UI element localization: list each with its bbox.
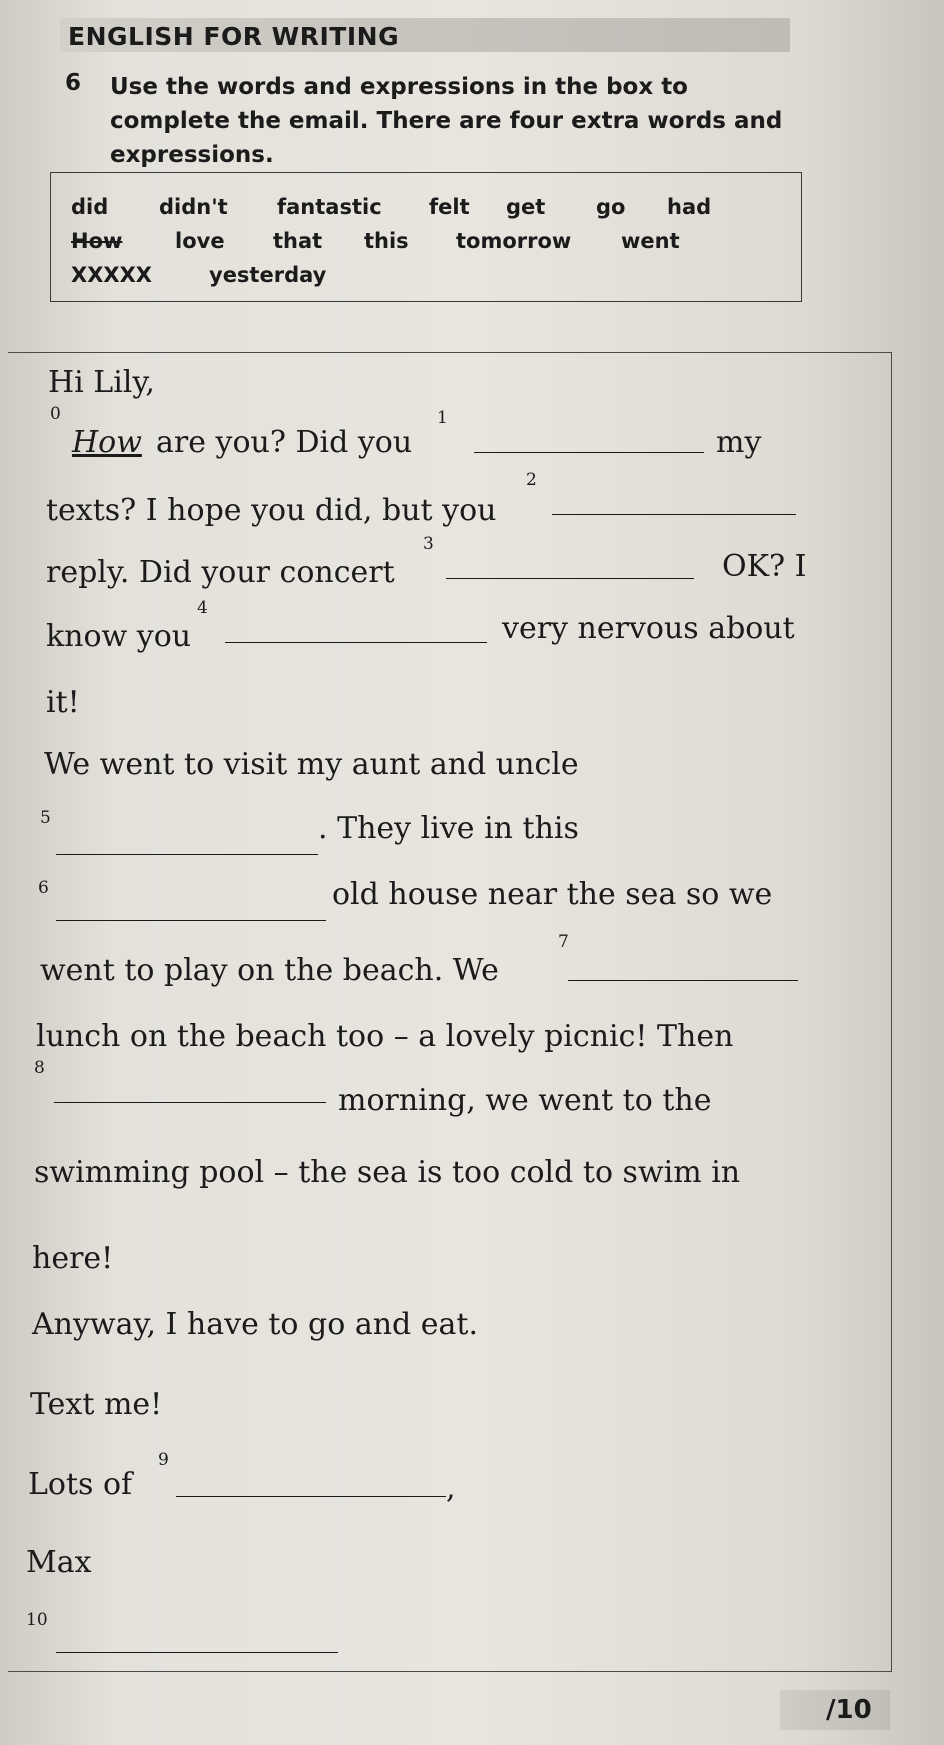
answer-blank-2[interactable] — [552, 514, 796, 515]
score-label: /10 — [826, 1695, 872, 1725]
email-text: morning, we went to the — [338, 1083, 712, 1118]
email-text: texts? I hope you did, but you — [46, 493, 497, 528]
word-option: love — [175, 229, 225, 253]
word-option: yesterday — [209, 263, 327, 287]
word-option: that — [273, 229, 323, 253]
email-text: reply. Did your concert — [46, 555, 395, 590]
word-option: XXXXX — [71, 263, 152, 287]
gap-number: 3 — [423, 534, 434, 554]
email-text: lunch on the beach too – a lovely picnic! Then — [36, 1019, 734, 1054]
exercise-instruction: Use the words and expressions in the box to complete the email. There are four extra words and expressions. — [110, 74, 783, 168]
email-text: . They live in this — [318, 811, 579, 846]
word-option: had — [667, 195, 712, 219]
answer-blank-5[interactable] — [56, 854, 318, 855]
exercise-number: 6 — [65, 70, 82, 96]
example-answer: How — [72, 425, 142, 460]
word-option: didn't — [159, 195, 228, 219]
email-text: very nervous about — [502, 611, 795, 646]
gap-number: 6 — [38, 878, 49, 898]
answer-blank-8[interactable] — [54, 1102, 326, 1103]
answer-blank-10[interactable] — [56, 1652, 338, 1653]
gap-number: 8 — [34, 1058, 45, 1078]
word-option: go — [596, 195, 626, 219]
email-text: are you? Did you — [156, 425, 413, 460]
gap-number: 1 — [437, 408, 448, 428]
email-greeting: Hi Lily, — [48, 365, 155, 400]
word-option: felt — [429, 195, 470, 219]
email-text: here! — [32, 1241, 114, 1276]
answer-blank-1[interactable] — [474, 452, 704, 453]
gap-number: 7 — [558, 932, 569, 952]
email-signature: Max — [26, 1545, 92, 1580]
gap-number: 10 — [26, 1610, 48, 1630]
email-text: We went to visit my aunt and uncle — [44, 747, 579, 782]
email-text: know you — [46, 619, 192, 654]
gap-number: 4 — [197, 598, 208, 618]
gap-number: 2 — [526, 470, 537, 490]
answer-blank-6[interactable] — [56, 920, 326, 921]
email-text: , — [446, 1471, 456, 1506]
email-text: OK? I — [722, 549, 807, 584]
word-option: went — [621, 229, 680, 253]
word-option: fantastic — [277, 195, 382, 219]
gap-number: 5 — [40, 808, 51, 828]
word-box — [50, 172, 802, 302]
answer-blank-9[interactable] — [176, 1496, 446, 1497]
answer-blank-3[interactable] — [446, 578, 694, 579]
email-text: swimming pool – the sea is too cold to swim in — [34, 1155, 741, 1190]
word-option: get — [506, 195, 546, 219]
word-option: did — [71, 195, 109, 219]
section-title: ENGLISH FOR WRITING — [68, 22, 400, 51]
email-text: it! — [46, 685, 80, 720]
answer-blank-7[interactable] — [568, 980, 798, 981]
email-text: went to play on the beach. We — [40, 953, 499, 988]
gap-number: 0 — [50, 404, 61, 424]
word-option-struck: How — [71, 229, 123, 253]
email-text: old house near the sea so we — [332, 877, 773, 912]
email-text: Lots of — [28, 1467, 133, 1502]
email-text: Anyway, I have to go and eat. — [32, 1307, 479, 1342]
email-text: my — [716, 425, 762, 460]
word-option: this — [364, 229, 409, 253]
word-option: tomorrow — [456, 229, 572, 253]
gap-number: 9 — [158, 1450, 169, 1470]
answer-blank-4[interactable] — [225, 642, 487, 643]
email-text: Text me! — [30, 1387, 163, 1422]
